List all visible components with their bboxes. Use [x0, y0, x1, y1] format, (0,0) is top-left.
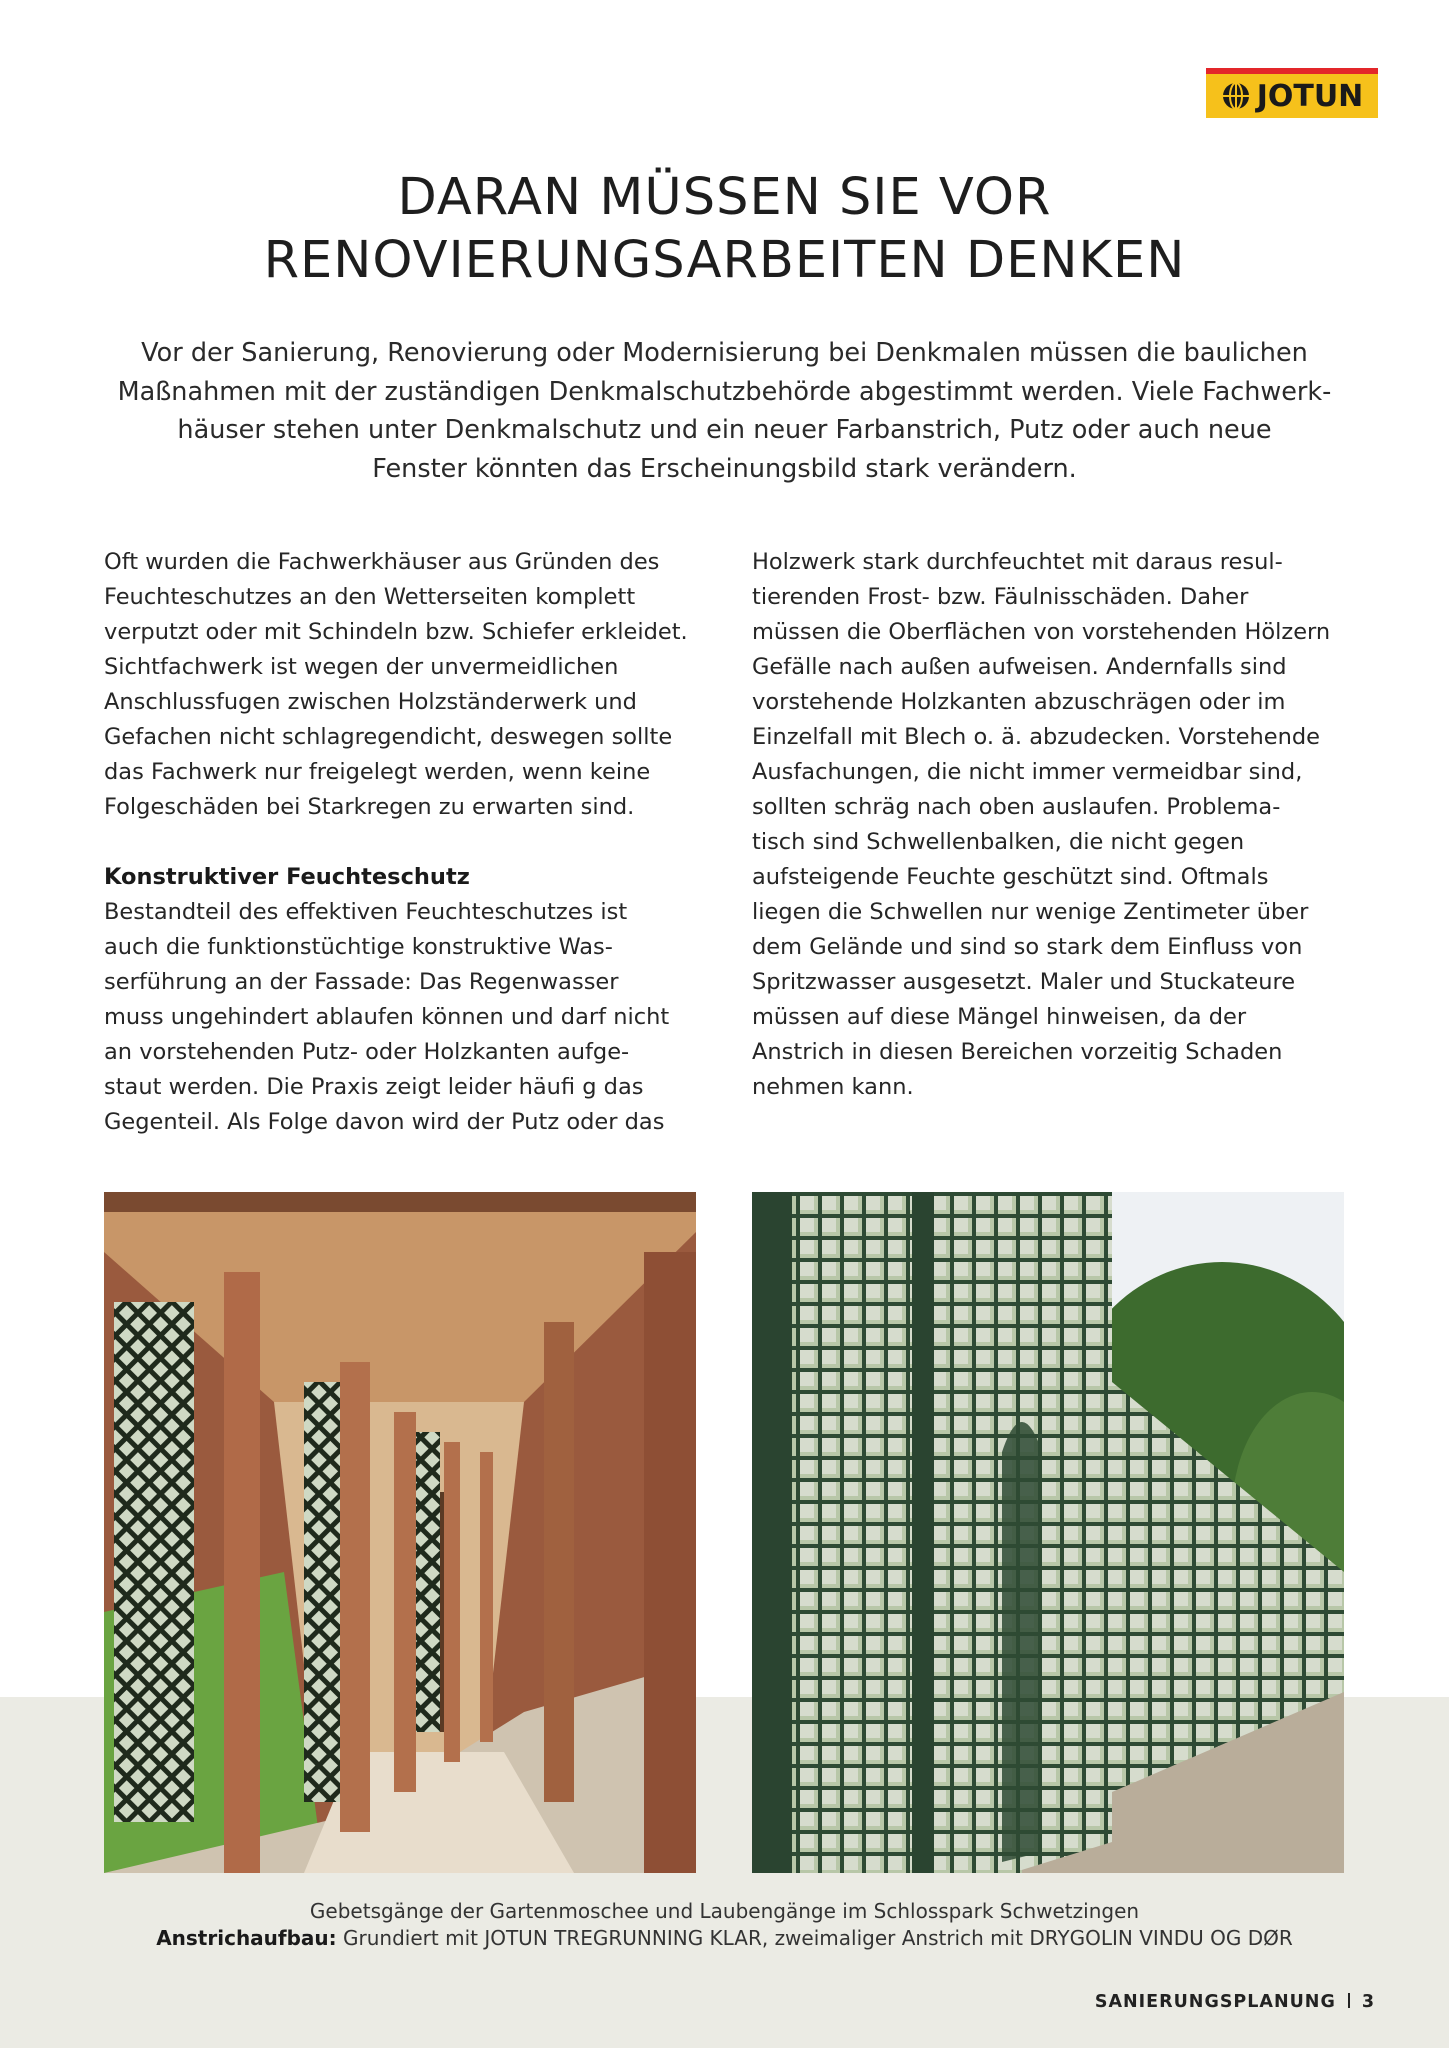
text-line: Einzelfall mit Blech o. ä. abzudecken. Vorstehende — [752, 724, 1321, 750]
text-line: dem Gelände und sind so stark dem Einfluss von — [752, 934, 1303, 960]
section-heading: Konstruktiver Feuchteschutz — [104, 864, 470, 890]
intro-line: Vor der Sanierung, Renovierung oder Modernisierung bei Denkmalen müssen die baulichen — [141, 338, 1308, 368]
caption-line: Gebetsgänge der Gartenmoschee und Laubengänge im Schlosspark Schwetzingen — [309, 1899, 1140, 1923]
text-line: müssen auf diese Mängel hinweisen, da der — [752, 1004, 1247, 1030]
text-line: tierenden Frost- bzw. Fäulnisschäden. Daher — [752, 584, 1249, 610]
left-text-column — [104, 545, 704, 1140]
intro-line: häuser stehen unter Denkmalschutz und ein neuer Farbanstrich, Putz oder auch neue — [177, 415, 1272, 445]
caption-text: Grundiert mit JOTUN TREGRUNNING KLAR, zweimaliger Anstrich mit DRYGOLIN VINDU OG DØR — [336, 1926, 1293, 1950]
text-line: liegen die Schwellen nur wenige Zentimeter über — [752, 899, 1309, 925]
caption-label: Anstrichaufbau: — [156, 1926, 337, 1950]
footer-section: SANIERUNGSPLANUNG — [1094, 1992, 1336, 2012]
text-line: Sichtfachwerk ist wegen der unvermeidlichen — [104, 654, 619, 680]
text-line: Gefachen nicht schlagregendicht, deswegen sollte — [104, 724, 673, 750]
body-paragraph — [104, 545, 704, 825]
text-line: Gefälle nach außen aufweisen. Andernfalls sind — [752, 654, 1287, 680]
right-text-column — [752, 545, 1352, 1105]
text-line: muss ungehindert ablaufen können und darf nicht — [104, 1004, 670, 1030]
text-line: an vorstehenden Putz- oder Holzkanten aufge- — [104, 1039, 630, 1065]
jotun-logo — [1206, 68, 1378, 118]
page-title — [100, 166, 1349, 292]
text-line: auch die funktionstüchtige konstruktive Was- — [104, 934, 613, 960]
pergola-photo — [752, 1192, 1344, 1873]
text-line: das Fachwerk nur freigelegt werden, wenn keine — [104, 759, 651, 785]
page-number: 3 — [1361, 1992, 1375, 2012]
text-line: Gegenteil. Als Folge davon wird der Putz oder das — [104, 1109, 665, 1135]
text-line: Folgeschäden bei Starkregen zu erwarten sind. — [104, 794, 635, 820]
text-line: Anschlussfugen zwischen Holzständerwerk und — [104, 689, 637, 715]
photo-caption — [100, 1898, 1349, 1952]
page-footer — [1095, 1992, 1375, 2012]
text-line: Oft wurden die Fachwerkhäuser aus Gründen des — [104, 549, 660, 575]
text-line: aufsteigende Feuchte geschützt sind. Oftmals — [752, 864, 1269, 890]
text-line: müssen die Oberflächen von vorstehenden Hölzern — [752, 619, 1331, 645]
title-line: DARAN MÜSSEN SIE VOR — [397, 168, 1052, 227]
colonnade-photo — [104, 1192, 696, 1873]
text-line: Anstrich in diesen Bereichen vorzeitig Schaden — [752, 1039, 1283, 1065]
text-line: serführung an der Fassade: Das Regenwasser — [104, 969, 619, 995]
title-line: RENOVIERUNGSARBEITEN DENKEN — [263, 231, 1186, 290]
intro-line: Maßnahmen mit der zuständigen Denkmalschutzbehörde abgestimmt werden. Viele Fachwerk- — [117, 376, 1332, 407]
text-line: tisch sind Schwellenbalken, die nicht gegen — [752, 829, 1245, 855]
body-paragraph — [104, 895, 704, 1140]
text-line: vorstehende Holzkanten abzuschrägen oder im — [752, 689, 1286, 715]
text-line: nehmen kann. — [752, 1074, 914, 1100]
footer-divider — [1348, 1993, 1350, 2008]
text-line: Holzwerk stark durchfeuchtet mit daraus resul- — [752, 549, 1283, 575]
intro-paragraph — [100, 334, 1349, 488]
intro-line: Fenster könnten das Erscheinungsbild stark verändern. — [372, 453, 1077, 484]
text-line: Spritzwasser ausgesetzt. Maler und Stuckateure — [752, 969, 1296, 995]
text-line: verputzt oder mit Schindeln bzw. Schiefer erkleidet. — [104, 619, 688, 645]
body-paragraph — [752, 545, 1352, 1105]
text-line: Feuchteschutzes an den Wetterseiten komplett — [104, 584, 636, 610]
paragraph-gap — [104, 825, 704, 860]
logo-text: JOTUN — [1256, 78, 1364, 114]
text-line: sollten schräg nach oben auslaufen. Problema- — [752, 794, 1281, 820]
text-line: Ausfachungen, die nicht immer vermeidbar sind, — [752, 759, 1303, 785]
text-line: staut werden. Die Praxis zeigt leider häufi g das — [104, 1074, 644, 1100]
text-line: Bestandteil des effektiven Feuchteschutzes ist — [104, 899, 628, 925]
globe-icon — [1221, 81, 1251, 111]
